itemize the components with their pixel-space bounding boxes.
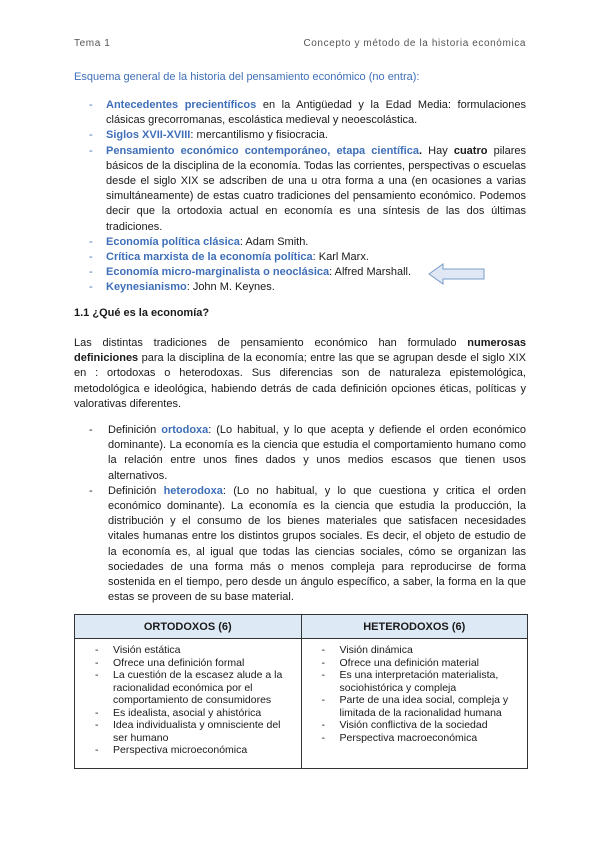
table-body-row bbox=[75, 639, 527, 768]
list-item: - Ofrece una definición material bbox=[308, 657, 522, 670]
list-item: - Visión conflictiva de la sociedad bbox=[308, 719, 522, 732]
list-item: - Visión dinámica bbox=[308, 644, 522, 657]
scheme-item: - Economía política clásica: Adam Smith. bbox=[74, 235, 526, 250]
orthodox-column bbox=[75, 639, 302, 768]
list-item: - Es idealista, asocial y ahistórica bbox=[81, 707, 295, 720]
definition-item: - Definición heterodoxa: (Lo no habitual, y lo que cuestiona y critica el orden económico dominante). La economía es la ciencia que estudia la producción, la distribución y el consumo de los bienes materiales que satisfacen necesidades vitales humanas entre los distintos grupos sociales. Es decir, el objeto de estudio de la economía es, al igual que todas las ciencias sociales, cómo se organizan las sociedades de una forma más o menos compleja para reproducirse de forma sostenida en el tiempo, pero desde un ángulo específico, a saber, la forma en la que estas se proveen de su base material. bbox=[74, 484, 526, 606]
scheme-item: - Crítica marxista de la economía política: Karl Marx. bbox=[74, 250, 526, 265]
scheme-intro: Esquema general de la historia del pensamiento económico (no entra): bbox=[74, 71, 420, 83]
list-item: - Perspectiva macroeconómica bbox=[308, 732, 522, 745]
list-item: - La cuestión de la escasez alude a la racionalidad económica por el comportamiento de consumidores bbox=[81, 669, 295, 707]
scheme-item: - Siglos XVII-XVIII: mercantilismo y fisiocracia. bbox=[74, 128, 526, 143]
scheme-item: - Economía micro-marginalista o neoclásica: Alfred Marshall. bbox=[74, 265, 526, 280]
list-item: - Visión estática bbox=[81, 644, 295, 657]
section-title: 1.1 ¿Qué es la economía? bbox=[74, 307, 210, 319]
header-topic: Tema 1 bbox=[74, 38, 111, 49]
scheme-item: - Antecedentes precientíficos en la Antigüedad y la Edad Media: formulaciones clásicas grecorromanas, escolástica medieval y neoescolástica. bbox=[74, 98, 526, 128]
list-item: - Perspectiva microeconómica bbox=[81, 744, 295, 757]
table-header-row bbox=[75, 615, 527, 639]
header-chapter-title: Concepto y método de la historia económica bbox=[303, 38, 526, 49]
left-arrow-icon bbox=[428, 262, 486, 286]
list-item: - Idea individualista y omnisciente del ser humano bbox=[81, 719, 295, 744]
heterodox-column bbox=[302, 639, 528, 768]
definitions-list bbox=[74, 423, 526, 605]
comparison-table bbox=[74, 614, 528, 769]
table-header-heterodox: HETERODOXOS (6) bbox=[363, 621, 466, 633]
definition-item: - Definición ortodoxa: (Lo habitual, y lo que acepta y defiende el orden económico dominante). La economía es la ciencia que estudia el comportamiento humano como la relación entre unos fines dados y unos medios escasos que tienen usos alternativos. bbox=[74, 423, 526, 484]
scheme-item: - Keynesianismo: John M. Keynes. bbox=[74, 280, 526, 295]
scheme-item: - Pensamiento económico contemporáneo, etapa científica. Hay cuatro pilares básicos de la disciplina de la economía. Todas las corrientes, perspectivas o escuelas desde el siglo XIX se adscriben de una u otra forma a una (en ocasiones a varias simultáneamente) de estas cuatro tradiciones del pensamiento económico. Podemos decir que la ortodoxia actual en economía es una síntesis de las dos últimas tradiciones. bbox=[74, 144, 526, 235]
list-item: - Es una interpretación materialista, sociohistórica y compleja bbox=[308, 669, 522, 694]
intro-paragraph: Las distintas tradiciones de pensamiento económico han formulado numerosas definiciones para la disciplina de la economía; entre las que se agrupan desde el siglo XIX en : ortodoxas o heterodoxas. Sus diferencias son de naturaleza epistemológica, metodológica e ideológica, habiendo detrás de cada definición opciones éticas, políticas y valorativas diferentes. bbox=[74, 337, 526, 410]
list-item: - Ofrece una definición formal bbox=[81, 657, 295, 670]
table-header-orthodox: ORTODOXOS (6) bbox=[75, 615, 302, 638]
list-item: - Parte de una idea social, compleja y limitada de la racionalidad humana bbox=[308, 694, 522, 719]
